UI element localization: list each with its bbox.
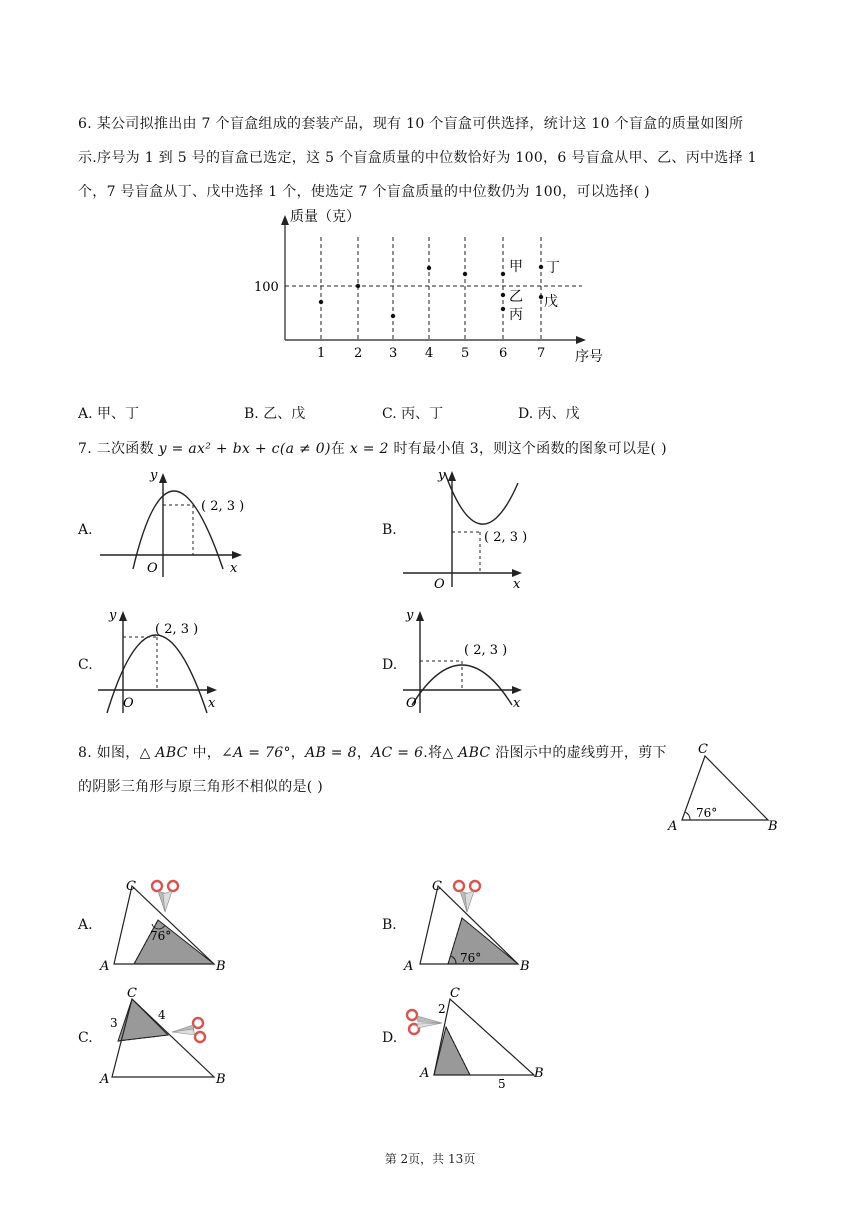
svg-text:4: 4 bbox=[158, 1008, 166, 1022]
q7-option-a-letter: A. bbox=[78, 522, 93, 538]
q8-stem-line1 bbox=[78, 742, 667, 762]
svg-text:O: O bbox=[123, 696, 134, 711]
q8-stem-suffix: 沿图示中的虚线剪开，剪下 bbox=[490, 745, 667, 761]
q6-point-7-ding bbox=[539, 265, 543, 269]
q6-option-b: B. 乙、戊 bbox=[244, 406, 306, 422]
q6-x-tick: 1 bbox=[317, 346, 326, 361]
svg-text:y: y bbox=[438, 468, 446, 483]
q7-graph-a bbox=[95, 465, 255, 580]
scissors-icon bbox=[172, 1018, 205, 1042]
q7-formula: y = ax² + bx + c(a ≠ 0) bbox=[158, 441, 331, 457]
svg-text:y: y bbox=[150, 468, 158, 483]
q6-label-bing: 丙 bbox=[509, 307, 523, 323]
q6-label-wu: 戊 bbox=[544, 294, 558, 310]
svg-text:A: A bbox=[100, 959, 110, 974]
q8-stem-mid: 中， bbox=[187, 745, 222, 761]
q8-stem-prefix: 8. 如图， bbox=[78, 745, 140, 761]
q6-label-yi: 乙 bbox=[509, 289, 523, 305]
q6-option-c: C. 丙、丁 bbox=[382, 406, 444, 422]
q8-option-b-figure bbox=[400, 872, 550, 977]
q8-option-a-letter: A. bbox=[78, 917, 93, 933]
q6-option-a: A. 甲、丁 bbox=[78, 406, 140, 422]
svg-text:A: A bbox=[420, 1066, 430, 1081]
page-footer: 第 2页，共 13页 bbox=[384, 1152, 476, 1166]
q8-triangle: △ ABC bbox=[139, 745, 188, 761]
svg-text:( 2, 3 ): ( 2, 3 ) bbox=[201, 499, 245, 514]
q8-ac-condition: AC = 6 bbox=[371, 745, 424, 761]
q8-reference-triangle bbox=[660, 740, 790, 835]
q8-option-b-letter: B. bbox=[382, 917, 397, 933]
svg-text:( 2, 3 ): ( 2, 3 ) bbox=[484, 530, 528, 545]
svg-text:A: A bbox=[100, 1072, 110, 1085]
q8-sep: ， bbox=[290, 745, 306, 761]
q6-stem-line1: 6. 某公司拟推出由 7 个盲盒组成的套装产品，现有 10 个盲盒可供选择，统计这 10 个盲盒的质量如图所 bbox=[78, 116, 744, 132]
svg-text:( 2, 3 ): ( 2, 3 ) bbox=[464, 643, 508, 658]
svg-text:76°: 76° bbox=[460, 951, 482, 965]
scissors-icon bbox=[454, 881, 480, 912]
svg-text:O: O bbox=[147, 561, 158, 576]
q8-triangle: △ ABC bbox=[442, 745, 491, 761]
svg-text:B: B bbox=[216, 959, 226, 974]
svg-text:76°: 76° bbox=[150, 929, 172, 943]
q6-x-tick: 5 bbox=[461, 346, 470, 361]
svg-text:y: y bbox=[406, 608, 414, 623]
svg-text:2: 2 bbox=[438, 1002, 446, 1016]
svg-text:76°: 76° bbox=[696, 806, 718, 820]
q8-option-d-letter: D. bbox=[382, 1030, 398, 1046]
q7-option-d-letter: D. bbox=[382, 657, 398, 673]
q8-option-a-figure bbox=[96, 872, 246, 977]
q6-label-ding: 丁 bbox=[546, 260, 560, 276]
q7-graph-b bbox=[400, 465, 560, 590]
q7-stem-mid: 在 bbox=[330, 441, 350, 457]
q6-point-4 bbox=[427, 266, 431, 270]
q8-ab-condition: AB = 8 bbox=[305, 745, 357, 761]
svg-text:B: B bbox=[768, 819, 778, 834]
svg-text:C: C bbox=[127, 986, 137, 1001]
scissors-icon bbox=[152, 881, 178, 912]
q6-y-arrow-icon bbox=[281, 215, 289, 225]
q6-point-6-jia bbox=[501, 272, 505, 276]
svg-text:x: x bbox=[208, 696, 216, 711]
svg-text:y: y bbox=[109, 608, 117, 623]
q6-x-tick: 3 bbox=[389, 346, 398, 361]
svg-text:C: C bbox=[698, 742, 708, 757]
q7-condition: x = 2 bbox=[349, 441, 389, 457]
q8-sep: ， bbox=[356, 745, 372, 761]
q6-x-axis-label: 序号 bbox=[575, 349, 603, 365]
q6-point-7-wu bbox=[539, 295, 543, 299]
q6-point-6-bing bbox=[501, 307, 505, 311]
q6-label-jia: 甲 bbox=[509, 259, 523, 275]
q7-graph-c bbox=[95, 605, 255, 715]
svg-text:x: x bbox=[513, 696, 521, 711]
q7-graph-d bbox=[400, 605, 560, 715]
q6-stem-line3: 个，7 号盲盒从丁、戊中选择 1 个，使选定 7 个盲盒质量的中位数仍为 100，可以选择( ) bbox=[78, 184, 650, 200]
svg-text:B: B bbox=[520, 959, 530, 974]
q7-stem-suffix: 时有最小值 3，则这个函数的图象可以是( ) bbox=[388, 441, 667, 457]
q6-x-tick: 2 bbox=[354, 346, 363, 361]
q7-stem-prefix: 7. 二次函数 bbox=[78, 441, 159, 457]
q6-y-tick-100: 100 bbox=[254, 280, 279, 295]
q6-option-d: D. 丙、戊 bbox=[518, 406, 580, 422]
q7-option-c-letter: C. bbox=[78, 657, 93, 673]
q6-x-tick: 6 bbox=[499, 346, 508, 361]
q8-angle-condition: ∠A = 76° bbox=[221, 745, 291, 761]
scissors-icon bbox=[407, 1010, 442, 1034]
q6-point-5 bbox=[463, 272, 467, 276]
q6-x-tick: 7 bbox=[537, 346, 546, 361]
q6-point-3 bbox=[391, 314, 395, 318]
q6-point-2 bbox=[356, 284, 360, 288]
svg-text:x: x bbox=[513, 577, 521, 590]
q6-x-tick: 4 bbox=[425, 346, 434, 361]
q8-stem-mid2: .将 bbox=[423, 745, 443, 761]
q8-option-c-letter: C. bbox=[78, 1030, 93, 1046]
svg-text:B: B bbox=[534, 1066, 544, 1081]
svg-text:3: 3 bbox=[110, 1016, 118, 1030]
svg-text:C: C bbox=[450, 986, 460, 1001]
q6-scatter-figure bbox=[250, 205, 620, 370]
q7-option-b-letter: B. bbox=[382, 522, 397, 538]
q8-option-c-figure bbox=[96, 985, 246, 1085]
svg-text:C: C bbox=[432, 879, 442, 894]
svg-text:A: A bbox=[668, 819, 678, 834]
q8-option-d-figure bbox=[400, 985, 555, 1090]
svg-text:O: O bbox=[406, 696, 417, 711]
svg-text:C: C bbox=[126, 879, 136, 894]
q6-point-1 bbox=[319, 300, 323, 304]
svg-text:A: A bbox=[404, 959, 414, 974]
q6-point-6-yi bbox=[501, 293, 505, 297]
q6-x-arrow-icon bbox=[576, 336, 586, 344]
svg-text:x: x bbox=[230, 561, 238, 576]
svg-text:( 2, 3 ): ( 2, 3 ) bbox=[155, 622, 199, 637]
svg-text:B: B bbox=[216, 1072, 226, 1085]
q6-y-axis-label: 质量（克） bbox=[290, 209, 360, 225]
q7-stem bbox=[78, 438, 667, 458]
svg-text:5: 5 bbox=[498, 1077, 506, 1090]
q8-stem-line2: 的阴影三角形与原三角形不相似的是( ) bbox=[78, 779, 324, 795]
q6-stem-line2: 示.序号为 1 到 5 号的盲盒已选定，这 5 个盲盒质量的中位数恰好为 100，6 号盲盒从甲、乙、丙中选择 1 bbox=[78, 150, 757, 166]
svg-text:O: O bbox=[434, 577, 445, 590]
